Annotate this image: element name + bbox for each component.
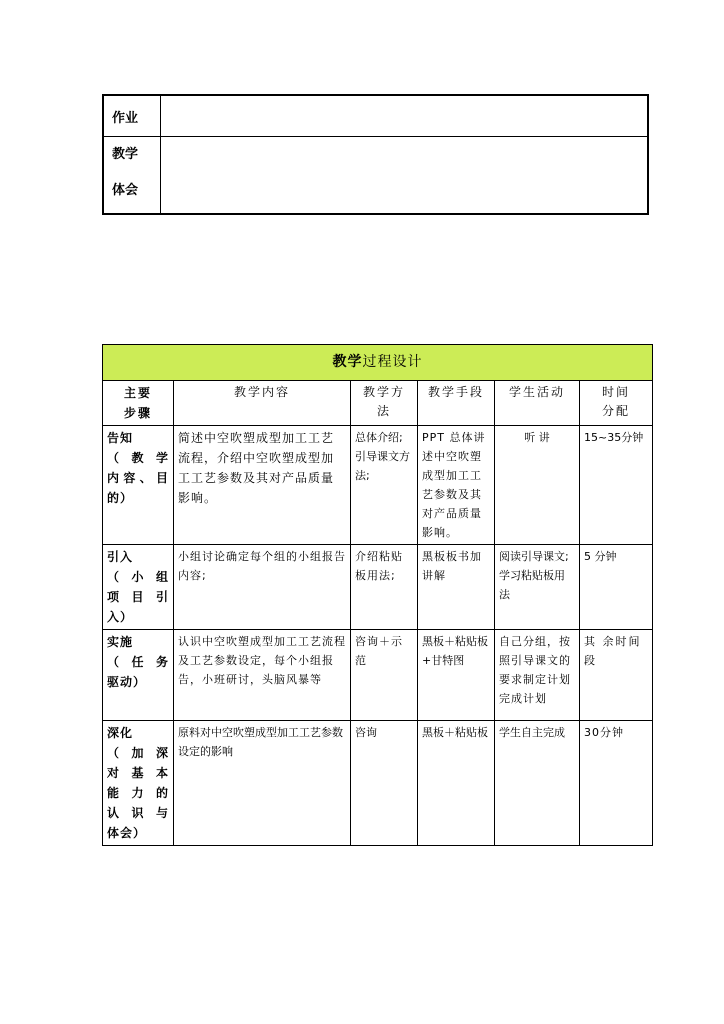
header-time-line1: 时间 — [601, 385, 630, 399]
means-cell: 黑板板书加讲解 — [418, 545, 495, 630]
student-cell: 自己分组，按照引导课文的要求制定计划完成计划 — [495, 630, 580, 721]
step-line: 引入 — [107, 550, 134, 564]
reflection-row — [103, 137, 648, 215]
header-step-line1: 主要 — [123, 386, 152, 400]
means-cell: 黑板＋粘贴板+甘特图 — [418, 630, 495, 721]
homework-cell[interactable] — [161, 95, 649, 137]
step-line: 内容、目 — [107, 471, 169, 485]
reflection-label-line2: 体会 — [112, 183, 139, 198]
content-cell: 原料对中空吹塑成型加工工艺参数设定的影响 — [174, 721, 351, 846]
header-means: 教学手段 — [418, 381, 495, 426]
step-cell — [103, 721, 174, 846]
step-line: 驱动） — [107, 675, 147, 689]
method-cell: 介绍粘贴板用法; — [351, 545, 418, 630]
student-cell: 学生自主完成 — [495, 721, 580, 846]
header-step-line2: 步骤 — [123, 406, 152, 420]
table-title-rest: 过程设计 — [362, 354, 423, 370]
method-cell: 总体介绍;引导课文方法; — [351, 426, 418, 545]
step-line: 实施 — [107, 635, 134, 649]
reflection-label-line1: 教学 — [112, 147, 139, 162]
method-cell: 咨询＋示范 — [351, 630, 418, 721]
step-cell — [103, 630, 174, 721]
table-row — [103, 426, 653, 545]
student-cell: 听 讲 — [495, 426, 580, 545]
means-cell: 黑板＋粘贴板 — [418, 721, 495, 846]
header-method — [351, 381, 418, 426]
header-row — [103, 381, 653, 426]
time-cell: 30分钟 — [580, 721, 653, 846]
table-row — [103, 545, 653, 630]
table-row — [103, 721, 653, 846]
homework-reflection-table — [102, 94, 649, 215]
step-line: （ 任 务 — [107, 655, 169, 669]
time-cell: 其 余时间段 — [580, 630, 653, 721]
time-cell: 5 分钟 — [580, 545, 653, 630]
step-line: （ 小 组 — [107, 570, 169, 584]
step-cell — [103, 545, 174, 630]
content-cell: 认识中空吹塑成型加工工艺流程及工艺参数设定，每个小组报告，小班研讨，头脑风暴等 — [174, 630, 351, 721]
step-line: 告知 — [107, 431, 134, 445]
content-cell: 小组讨论确定每个组的小组报告内容; — [174, 545, 351, 630]
reflection-label — [103, 137, 161, 215]
step-line: 能 力 的 — [107, 786, 169, 800]
homework-row — [103, 95, 648, 137]
table-title-row — [103, 345, 653, 381]
header-time — [580, 381, 653, 426]
student-cell: 阅读引导课文;学习粘贴板用法 — [495, 545, 580, 630]
step-cell — [103, 426, 174, 545]
header-method-line2: 法 — [376, 404, 391, 418]
header-time-line2: 分配 — [601, 404, 630, 418]
step-line: 认 识 与 — [107, 806, 169, 820]
header-content: 教学内容 — [174, 381, 351, 426]
header-step — [103, 381, 174, 426]
step-line: 的） — [107, 491, 134, 505]
table-title-bold: 教学 — [332, 354, 363, 370]
table-row — [103, 630, 653, 721]
step-line: 深化 — [107, 726, 134, 740]
step-line: 项 目 引 — [107, 590, 169, 604]
content-cell: 简述中空吹塑成型加工工艺流程，介绍中空吹塑成型加工工艺参数及其对产品质量影响。 — [174, 426, 351, 545]
reflection-cell[interactable] — [161, 137, 649, 215]
step-line: （ 加 深 — [107, 746, 169, 760]
header-student: 学生活动 — [495, 381, 580, 426]
step-line: 入） — [107, 610, 134, 624]
step-line: 对 基 本 — [107, 766, 169, 780]
time-cell: 15~35分钟 — [580, 426, 653, 545]
means-cell: PPT 总体讲述中空吹塑成型加工工艺参数及其对产品质量影响。 — [418, 426, 495, 545]
table-title — [103, 345, 653, 381]
teaching-process-table — [102, 344, 653, 846]
homework-label: 作业 — [103, 95, 161, 137]
method-cell: 咨询 — [351, 721, 418, 846]
step-line: 体会） — [107, 826, 147, 840]
header-method-line1: 教学方 — [362, 385, 405, 399]
step-line: （ 教 学 — [107, 451, 169, 465]
